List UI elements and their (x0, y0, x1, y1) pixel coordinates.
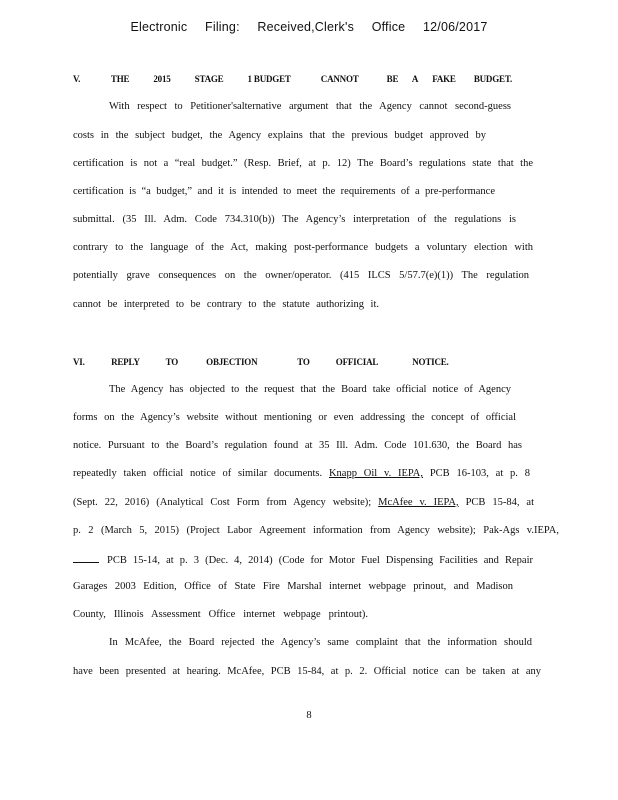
body-line: With respect to Petitioner'salternative argument that the Agency cannot second-guess (109, 101, 511, 112)
case-citation-knapp: Knapp Oil v. IEPA, (328, 468, 424, 479)
case-citation-mcafee: McAfee v. IEPA, (378, 497, 459, 508)
page-number: 8 (306, 710, 312, 721)
heading-word: TO (165, 357, 179, 367)
body-line (73, 553, 533, 566)
body-line: forms on the Agency’s website without mentioning or even addressing the concept of official (73, 412, 516, 423)
body-line: Garages 2003 Edition, Office of State Fire Marshal internet webpage prinout, and Madison (73, 581, 513, 592)
heading-word: A (411, 74, 419, 84)
section-v-heading (73, 74, 512, 84)
heading-word: 2015 (153, 74, 171, 84)
body-line: contrary to the language of the Act, making post-performance budgets a voluntary election with (73, 242, 533, 253)
heading-word: OBJECTION (206, 357, 258, 367)
heading-word: OFFICIAL (335, 357, 379, 367)
line-text: (Sept. 22, 2016) (Analytical Cost Form from Agency website); (73, 497, 372, 508)
body-line: cannot be interpreted to be contrary to the statute authorizing it. (73, 299, 379, 310)
section-vi-heading (73, 357, 449, 367)
heading-word: TO (297, 357, 310, 367)
body-line: p. 2 (March 5, 2015) (Project Labor Agreement information from Agency website); Pak-Ags v.IEPA, (73, 525, 559, 536)
body-line: potentially grave consequences on the owner/operator. (415 ILCS 5/57.7(e)(1)) The regulation (73, 270, 529, 281)
body-line: have been presented at hearing. McAfee, PCB 15-84, at p. 2. Official notice can be taken at any (73, 666, 541, 677)
heading-word: STAGE (194, 74, 224, 84)
heading-word: FAKE (432, 74, 456, 84)
line-text: PCB 16-103, at p. 8 (429, 468, 530, 479)
body-line (73, 468, 530, 479)
body-line: In McAfee, the Board rejected the Agency’s same complaint that the information should (109, 637, 532, 648)
heading-word: BUDGET. (473, 74, 513, 84)
section-v-number: V. (73, 74, 81, 84)
heading-word: CANNOT (320, 74, 359, 84)
line-text: repeatedly taken official notice of similar documents. (73, 468, 323, 479)
body-line: notice. Pursuant to the Board’s regulation found at 35 Ill. Adm. Code 101.630, the Board has (73, 440, 522, 451)
body-line: costs in the subject budget, the Agency explains that the previous budget approved by (73, 130, 486, 141)
body-line: submittal. (35 Ill. Adm. Code 734.310(b)) The Agency’s interpretation of the regulations is (73, 214, 516, 225)
line-text: PCB 15-84, at (465, 497, 535, 508)
heading-word: REPLY (111, 357, 140, 367)
body-line: County, Illinois Assessment Office internet webpage printout). (73, 609, 368, 620)
body-line: certification is “a budget,” and it is intended to meet the requirements of a pre-performance (73, 186, 495, 197)
filing-header: Electronic Filing: Received,Clerk's Office 12/06/2017 (130, 20, 488, 34)
section-vi-number: VI. (73, 357, 85, 367)
heading-word: 1 BUDGET (247, 74, 291, 84)
heading-word: BE (386, 74, 399, 84)
heading-word: NOTICE. (412, 357, 449, 367)
heading-word: THE (110, 74, 130, 84)
body-line: certification is not a “real budget.” (Resp. Brief, at p. 12) The Board’s regulations state that the (73, 158, 533, 169)
line-text: PCB 15-14, at p. 3 (Dec. 4, 2014) (Code for Motor Fuel Dispensing Facilities and Repair (107, 555, 533, 566)
blank-underline (73, 553, 99, 563)
body-line: The Agency has objected to the request that the Board take official notice of Agency (109, 384, 511, 395)
body-line (73, 497, 534, 508)
